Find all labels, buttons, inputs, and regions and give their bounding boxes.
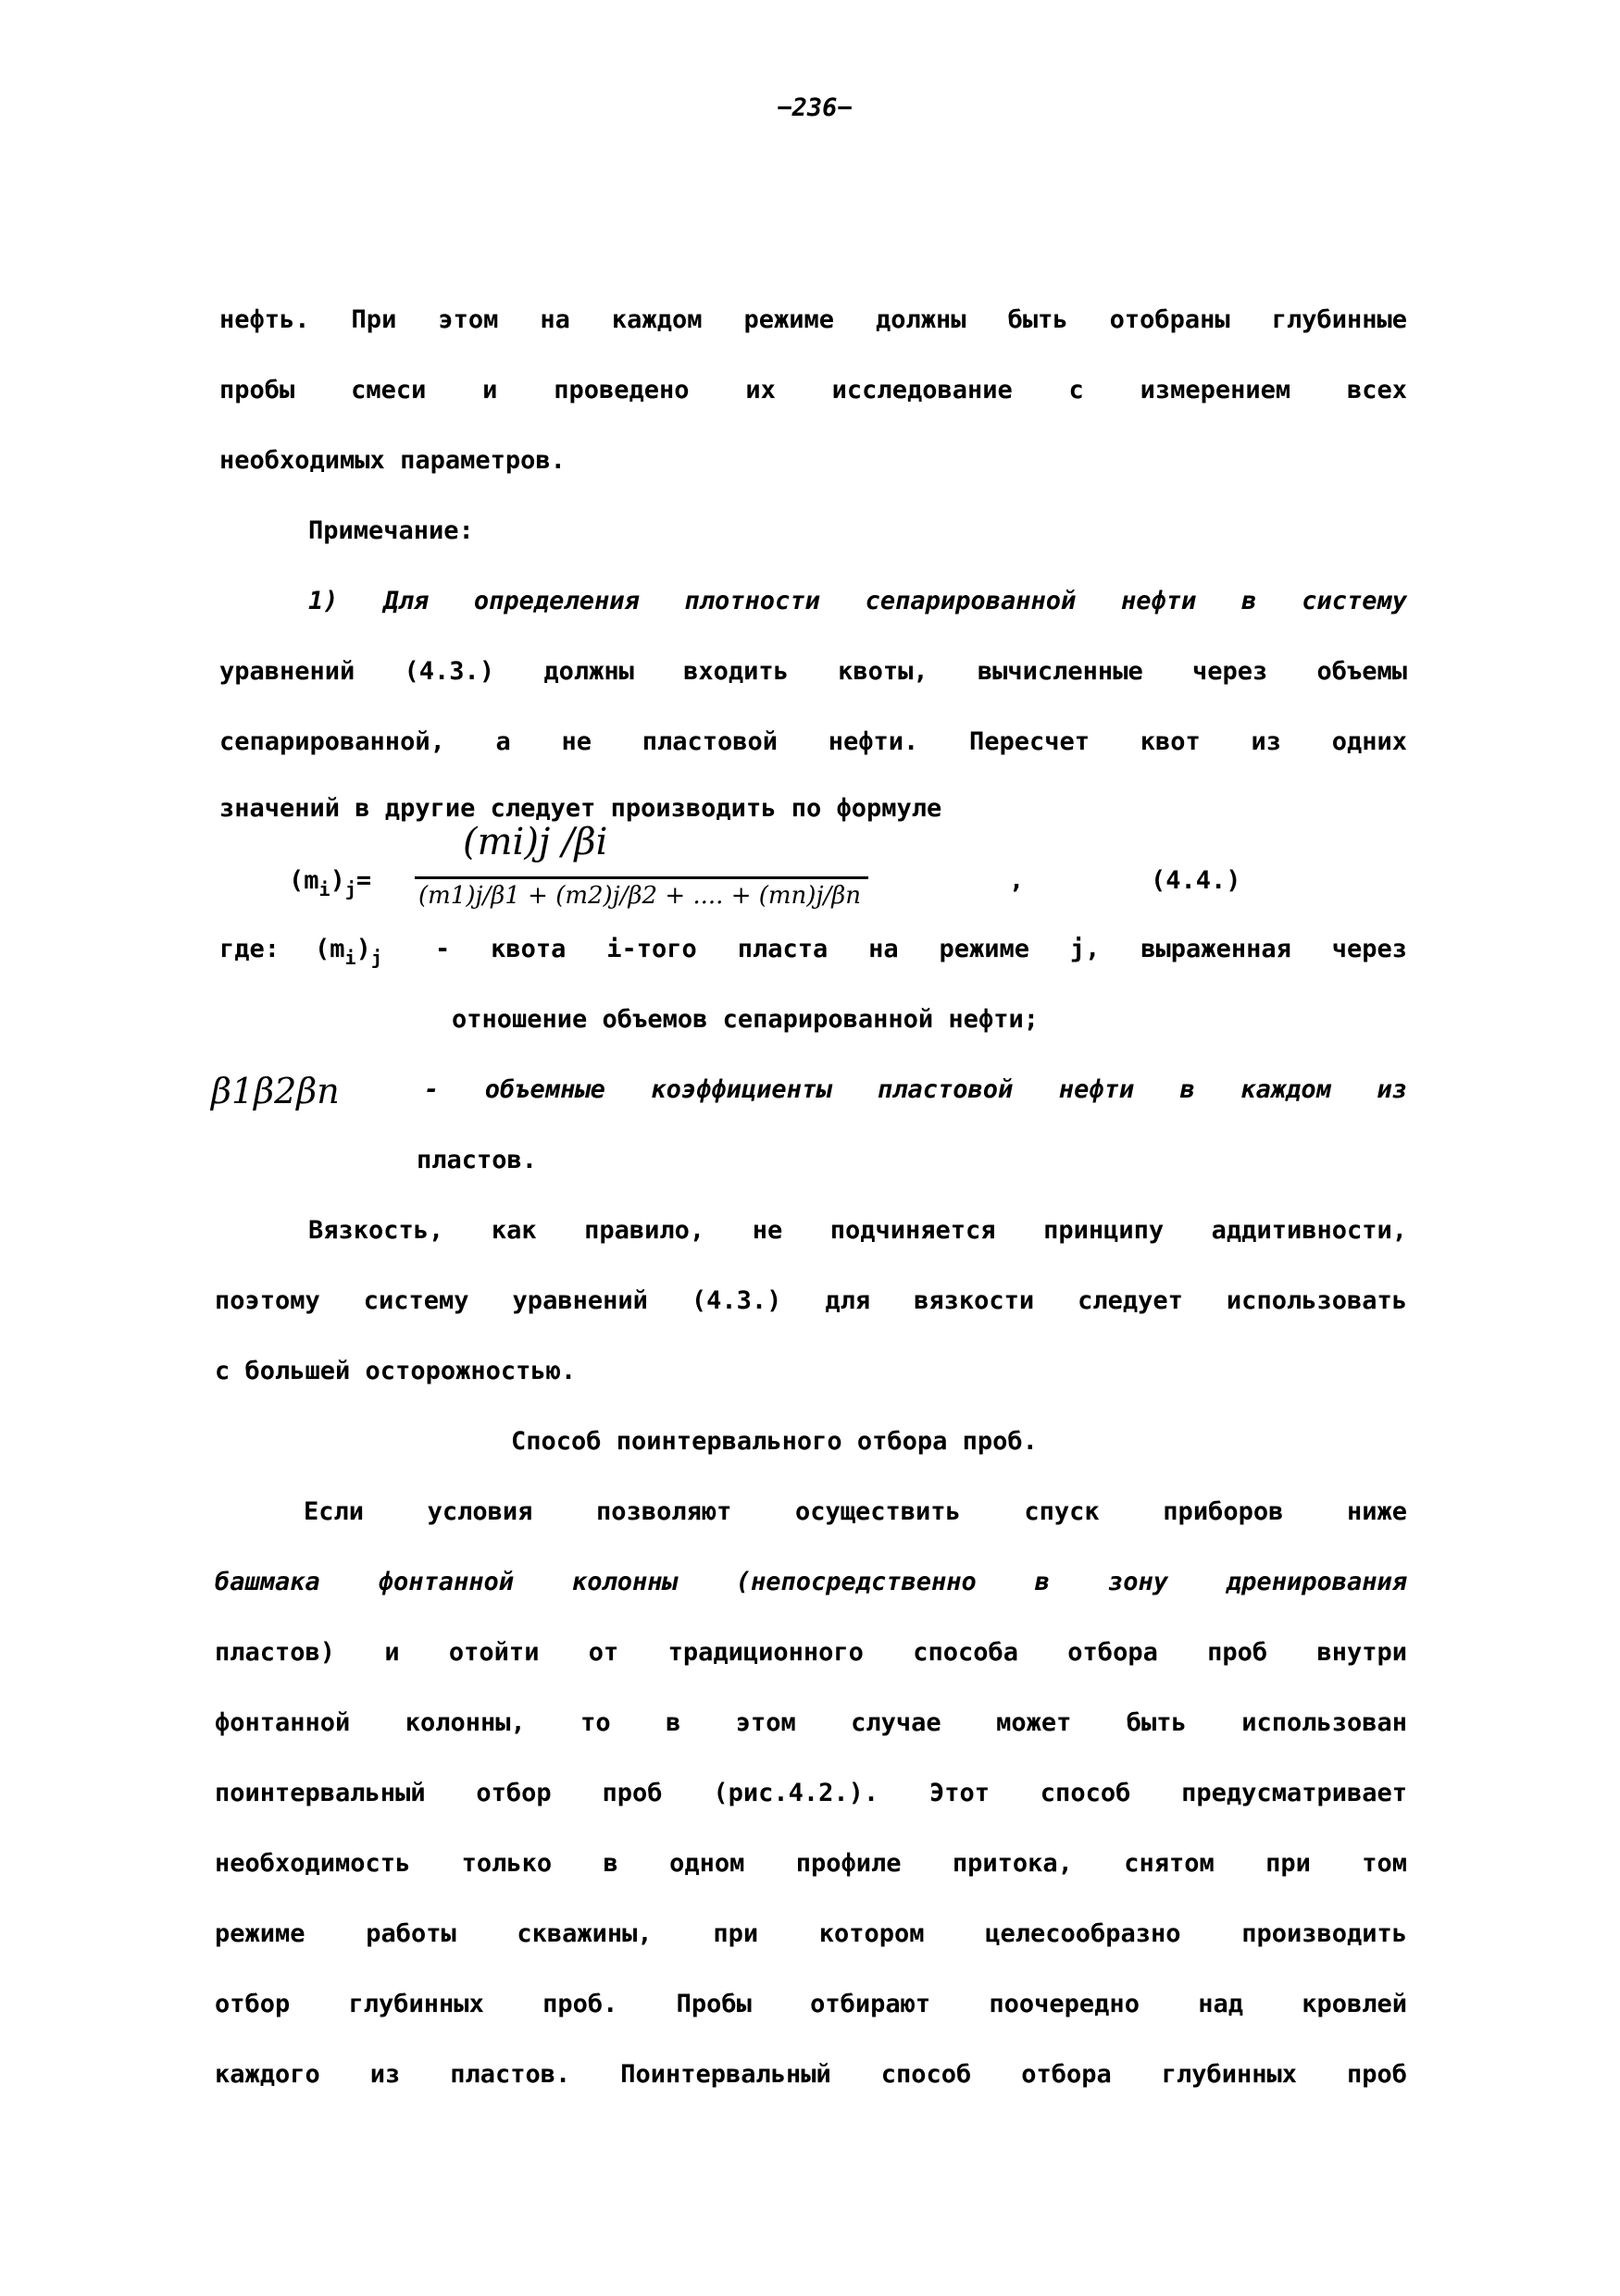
where-definition: - квота i-того пласта на режиме j, выраженная через — [435, 935, 1407, 963]
formula-lhs: $(m_i)_j=$ — [289, 866, 372, 900]
paragraph-line: необходимость только в одном профиле притока, снятом при том — [215, 1849, 1407, 1878]
paragraph-line: нефть. При этом на каждом режиме должны быть отобраны глубинные — [219, 305, 1407, 334]
paragraph-line: каждого из пластов. Поинтервальный способ отбора глубинных проб — [215, 2060, 1407, 2089]
formula-number: (4.4.) — [1151, 866, 1241, 895]
paragraph-line: пробы смеси и проведено их исследование с измерением всех — [219, 376, 1407, 404]
paragraph-line: поэтому систему уравнений (4.3.) для вязкости следует использовать — [215, 1286, 1407, 1315]
paragraph-line: башмака фонтанной колонны (непосредственно в зону дренирования — [215, 1568, 1407, 1596]
paragraph-line: значений в другие следует производить по формуле — [219, 794, 942, 823]
paragraph-line: сепарированной, а не пластовой нефти. Пересчет квот из одних — [219, 727, 1407, 756]
paragraph-line: необходимых параметров. — [219, 446, 566, 475]
formula-denominator: (m1)j/β1 + (m2)j/β2 + .... + (mn)j/βn — [418, 882, 862, 910]
paragraph-line: фонтанной колонны, то в этом случае может быть использован — [215, 1708, 1407, 1737]
paragraph-line: Если условия позволяют осуществить спуск приборов ниже — [304, 1497, 1407, 1526]
where-term: $(m_i)_j$ — [315, 935, 382, 969]
page-number: −236− — [777, 93, 853, 122]
paragraph-line: с большей осторожностью. — [215, 1357, 577, 1385]
paragraph-line: Вязкость, как правило, не подчиняется принципу аддитивности, — [308, 1216, 1407, 1245]
section-title: Способ поинтервального отбора проб. — [511, 1427, 1038, 1456]
paragraph-line: пластов) и отойти от традиционного способа отбора проб внутри — [215, 1638, 1407, 1667]
paragraph-line: отбор глубинных проб. Пробы отбирают поочередно над кровлей — [215, 1990, 1407, 2018]
beta-definition-cont: пластов. — [417, 1146, 538, 1174]
paragraph-line: поинтервальный отбор проб (рис.4.2.). Этот способ предусматривает — [215, 1779, 1407, 1807]
paragraph-line: уравнений (4.3.) должны входить квоты, вычисленные через объемы — [219, 657, 1407, 686]
beta-symbols: β1β2βn — [211, 1071, 340, 1111]
where-definition-cont: отношение объемов сепарированной нефти; — [452, 1005, 1039, 1034]
formula-numerator: (mi)j /βi — [463, 821, 608, 863]
where-label: где: — [219, 935, 280, 963]
paragraph-line: 1) Для определения плотности сепарированной нефти в систему — [308, 587, 1407, 615]
beta-definition: - объемные коэффициенты пластовой нефти в каждом из — [424, 1075, 1407, 1104]
fraction-bar — [415, 876, 868, 879]
paragraph-line: режиме работы скважины, при котором целесообразно производить — [215, 1919, 1407, 1948]
note-title: Примечание: — [308, 516, 474, 545]
formula-comma: , — [1009, 866, 1025, 895]
